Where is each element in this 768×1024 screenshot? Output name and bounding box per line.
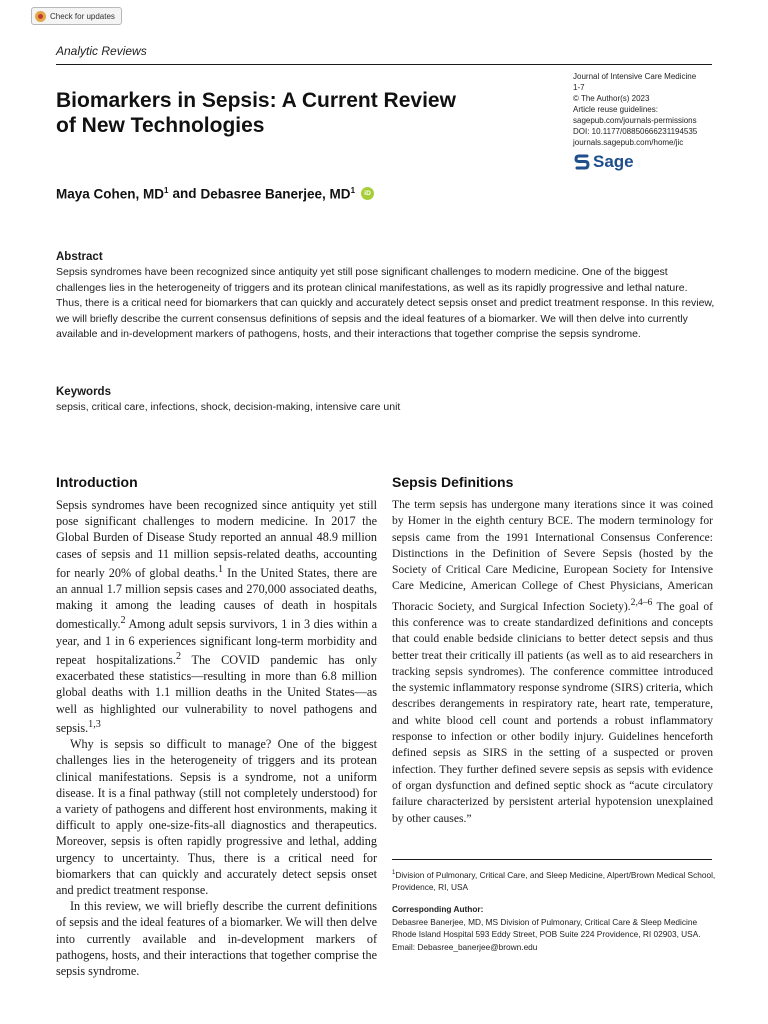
citation[interactable]: 2 [175, 650, 182, 662]
footnote-divider [392, 859, 712, 860]
sepsis-definitions-heading: Sepsis Definitions [392, 474, 514, 490]
citation[interactable]: 1 [218, 563, 224, 575]
sage-s-icon [574, 153, 590, 171]
corresponding-author-address: Debasree Banerjee, MD, MS Division of Pulmonary, Critical Care & Sleep Medicine Rhode Island Hospital 593 Eddy Street, POB Suite 224 Providence, RI 02903, USA. [392, 916, 701, 939]
sepsis-definitions-paragraph-1: The term sepsis has undergone many iterations since it was coined by Homer in the eighth century BCE. The modern terminology for sepsis came from the 1991 International Consensus Conference: Distinctions in the Definition of Severe Sepsis (hosted by the Society of Critical Care Medicine, European Society for Intensive Care Medicine, American College of Chest Physicians, American Thoracic Society, and Surgical Infection Society).$^{2,4-6}$ The goal of this conference was to create standardized definitions and concepts that could enable bedside clinicians to better detect sepsis and thus better treat their critically ill patients (as well as to aid researchers in tracking sepsis syndromes). The conference committee introduced the systemic inflammatory response syndrome (SIRS) criteria, which describes derangements in respiratory rate, heart rate, temperature, and white blood cell count and portends a robust inflammatory response to infection or other bodily injury. Guidelines henceforth defined sepsis as SIRS in the setting of a suspected or proven infection. They further defined severe sepsis as sepsis with evidence of organ dysfunction and defined septic shock as “acute circulatory failure characterized by persistent arterial hypotension unexplained by other causes.” [392, 498, 713, 825]
author-1-affiliation: 1 [164, 186, 169, 195]
journal-pages: 1-7 [573, 83, 585, 92]
check-for-updates-badge[interactable] [31, 7, 122, 25]
citation[interactable]: 2,4–6 [630, 596, 653, 608]
author-2-affiliation: 1 [350, 186, 356, 195]
journal-doi[interactable]: DOI: 10.1177/08850666231194535 [573, 127, 698, 136]
author-1[interactable]: Maya Cohen, $MD^1$ [56, 186, 169, 202]
affiliation-footnote: $^1$Division of Pulmonary, Critical Care, and Sleep Medicine, Alpert/Brown Medical School, Providence, RI, USA [392, 869, 716, 893]
title-line-2: of New Technologies [56, 114, 265, 137]
check-for-updates-label: Check for updates [50, 11, 115, 21]
article-title [56, 88, 526, 138]
section-label: Analytic Reviews [56, 44, 147, 58]
orcid-icon[interactable]: iD [361, 187, 374, 200]
introduction-paragraph-2: Why is sepsis so difficult to manage? One of the biggest challenges lies in the heterogeneity of triggers and its protean clinical manifestations. Sepsis is a syndrome, not a uniform disease. It is a final pathway (still not completely understood) for a variety of pathogens and different host environments, making it difficult to apply one-size-fits-all diagnostics and therapeutics. Moreover, sepsis is often rapidly progressive and lethal, adding urgency to uncertainty. Thus, there is a critical need for biomarkers that can quickly and accurately detect sepsis onset and predict treatment response. [56, 737, 377, 897]
journal-permissions-link[interactable]: sagepub.com/journals-permissions [573, 116, 697, 125]
journal-homepage-link[interactable]: journals.sagepub.com/home/jic [573, 138, 684, 147]
abstract-heading: Abstract [56, 251, 103, 263]
introduction-paragraph-1: Sepsis syndromes have been recognized since antiquity yet still pose significant challenges to modern medicine. In 2017 the Global Burden of Disease Study reported an annual 48.9 million cases of sepsis and 11 million sepsis-related deaths, accounting for nearly 20% of global deaths.$^1$ In the United States, there are an annual 1.7 million sepsis cases and 270,000 associated deaths, making it among the leading causes of death in hospitals domestically.$^2$ Among adult sepsis survivors, 1 in 3 dies within a year, and 1 in 6 experiences significant long-term morbidity and repeat hospitalizations.$^2$ The COVID pandemic has only exacerbated these statistics—resulting in more than 6.8 million global deaths with 1.1 million deaths in the United States—as well as highlighted our vulnerability to novel pathogens and sepsis.$^{1,3}$ [56, 498, 377, 735]
header-divider [56, 64, 712, 65]
introduction-paragraph-3: In this review, we will briefly describe the current definitions of sepsis and the ideal features of a biomarker. We will then delve into currently available and in-development markers of pathogens, hosts, and their interactions that together comprise the sepsis syndrome. [56, 899, 377, 978]
abstract-body: Sepsis syndromes have been recognized since antiquity yet still pose significant challenges to modern medicine. One of the biggest challenges lies in the heterogeneity of triggers and its protean clinical manifestations, as well as its rapidly progressive and lethal nature. Thus, there is a critical need for biomarkers that can quickly and accurately detect sepsis onset and predict treatment response. In this review, we will briefly describe the current consensus definitions of sepsis and the ideal features of a biomarker. We will then delve into currently available and in-development markers of pathogens, hosts, and their interactions that together comprise the sepsis syndrome. [56, 266, 715, 340]
sage-wordmark: Sage [593, 152, 634, 171]
corresponding-author-email[interactable]: Email: Debasree_banerjee@brown.edu [392, 941, 538, 952]
author-connector: and [172, 186, 197, 202]
corresponding-author [392, 903, 716, 953]
keywords-body: sepsis, critical care, infections, shock, decision-making, intensive care unit [56, 401, 401, 413]
title-line-1: Biomarkers in Sepsis: A Current Review [56, 89, 456, 112]
corresponding-author-heading: Corresponding Author: [392, 904, 484, 914]
introduction-heading: Introduction [56, 474, 138, 490]
sepsis-definitions-body [392, 497, 713, 827]
author-2[interactable]: Debasree Banerjee, $MD^1$ [200, 186, 356, 202]
keywords-heading: Keywords [56, 386, 111, 398]
crossmark-icon [35, 11, 46, 22]
journal-name: Journal of Intensive Care Medicine [573, 72, 697, 81]
author-line [56, 186, 374, 202]
journal-info [573, 71, 723, 148]
journal-reuse: Article reuse guidelines: [573, 105, 658, 114]
journal-copyright: © The Author(s) 2023 [573, 94, 650, 103]
citation[interactable]: 1,3 [88, 718, 101, 730]
citation[interactable]: 2 [120, 615, 126, 627]
introduction-body [56, 497, 377, 979]
sage-logo [574, 152, 634, 172]
